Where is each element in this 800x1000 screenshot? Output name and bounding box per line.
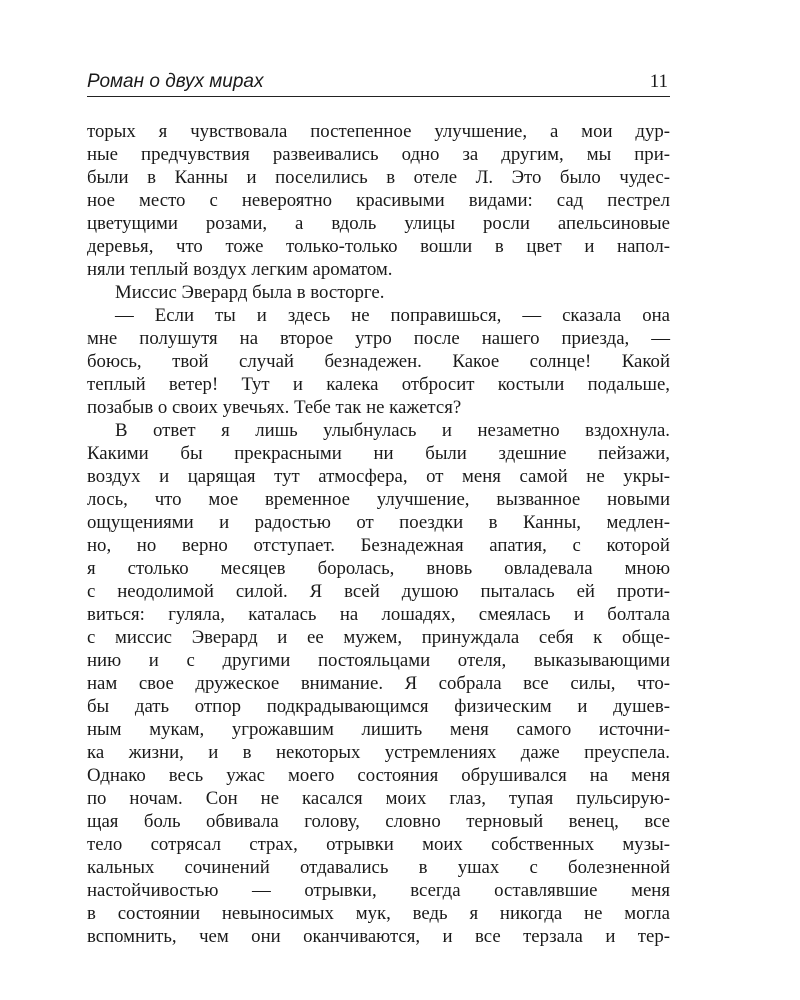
text-line: цветущими розами, а вдоль улицы росли апельсиновые [87, 213, 670, 234]
text-line: ка жизни, и в некоторых устремлениях даже преуспела. [87, 742, 670, 763]
text-line: вспомнить, чем они оканчиваются, и все терзала и тер- [87, 926, 670, 947]
text-line: виться: гуляла, каталась на лошадях, смеялась и болтала [87, 604, 670, 625]
text-line: теплый ветер! Тут и калека отбросит костыли подальше, [87, 374, 670, 395]
text-line: но, но верно отступает. Безнадежная апатия, с которой [87, 535, 670, 556]
text-line: Миссис Эверард была в восторге. [115, 282, 385, 303]
text-line: ощущениями и радостью от поездки в Канны, медлен- [87, 512, 670, 533]
text-line: В ответ я лишь улыбнулась и незаметно вздохнула. [115, 420, 670, 441]
text-line: щая боль обвивала голову, словно терновый венец, все [87, 811, 670, 832]
text-line: воздух и царящая тут атмосфера, от меня самой не укры- [87, 466, 670, 487]
text-line: были в Канны и поселились в отеле Л. Это было чудес- [87, 167, 670, 188]
text-line: ные предчувствия развеивались одно за другим, мы при- [87, 144, 670, 165]
text-line: — Если ты и здесь не поправишься, — сказала она [115, 305, 670, 326]
paragraph [87, 419, 670, 948]
book-page [87, 70, 670, 948]
body-text [87, 120, 670, 948]
paragraph [87, 120, 670, 281]
text-line: с миссис Эверард и ее мужем, принуждала себя к обще- [87, 627, 670, 648]
text-line: позабыв о своих увечьях. Тебе так не кажется? [87, 397, 462, 418]
paragraph [87, 281, 670, 304]
text-line: в состоянии невыносимых мук, ведь я никогда не могла [87, 903, 670, 924]
text-line: лось, что мое временное улучшение, вызванное новыми [87, 489, 670, 510]
book-title: Роман о двух мирах [87, 71, 264, 92]
text-line: по ночам. Сон не касался моих глаз, тупая пульсирую- [87, 788, 670, 809]
text-line: настойчивостью — отрывки, всегда оставлявшие меня [87, 880, 670, 901]
text-line: деревья, что тоже только-только вошли в цвет и напол- [87, 236, 670, 257]
text-line: мне полушутя на второе утро после нашего приезда, — [87, 328, 670, 349]
text-line: Какими бы прекрасными ни были здешние пейзажи, [87, 443, 670, 464]
text-line: тело сотрясал страх, отрывки моих собственных музы- [87, 834, 670, 855]
text-line: кальных сочинений отдавались в ушах с болезненной [87, 857, 670, 878]
text-line: Однако весь ужас моего состояния обрушивался на меня [87, 765, 670, 786]
text-line: я столько месяцев боролась, вновь овладевала мною [87, 558, 670, 579]
text-line: нию и с другими постояльцами отеля, выказывающими [87, 650, 670, 671]
page-number: 11 [649, 71, 668, 92]
text-line: торых я чувствовала постепенное улучшение, а мои дур- [87, 121, 670, 142]
paragraph [87, 304, 670, 419]
text-line: няли теплый воздух легким ароматом. [87, 259, 393, 280]
text-line: бы дать отпор подкрадывающимся физическим и душев- [87, 696, 670, 717]
text-line: ным мукам, угрожавшим лишить меня самого источни- [87, 719, 670, 740]
text-line: боюсь, твой случай безнадежен. Какое солнце! Какой [87, 351, 670, 372]
text-line: нам свое дружеское внимание. Я собрала все силы, что- [87, 673, 670, 694]
text-line: с неодолимой силой. Я всей душою пыталась ей проти- [87, 581, 670, 602]
running-header [87, 70, 670, 97]
text-line: ное место с невероятно красивыми видами: сад пестрел [87, 190, 670, 211]
